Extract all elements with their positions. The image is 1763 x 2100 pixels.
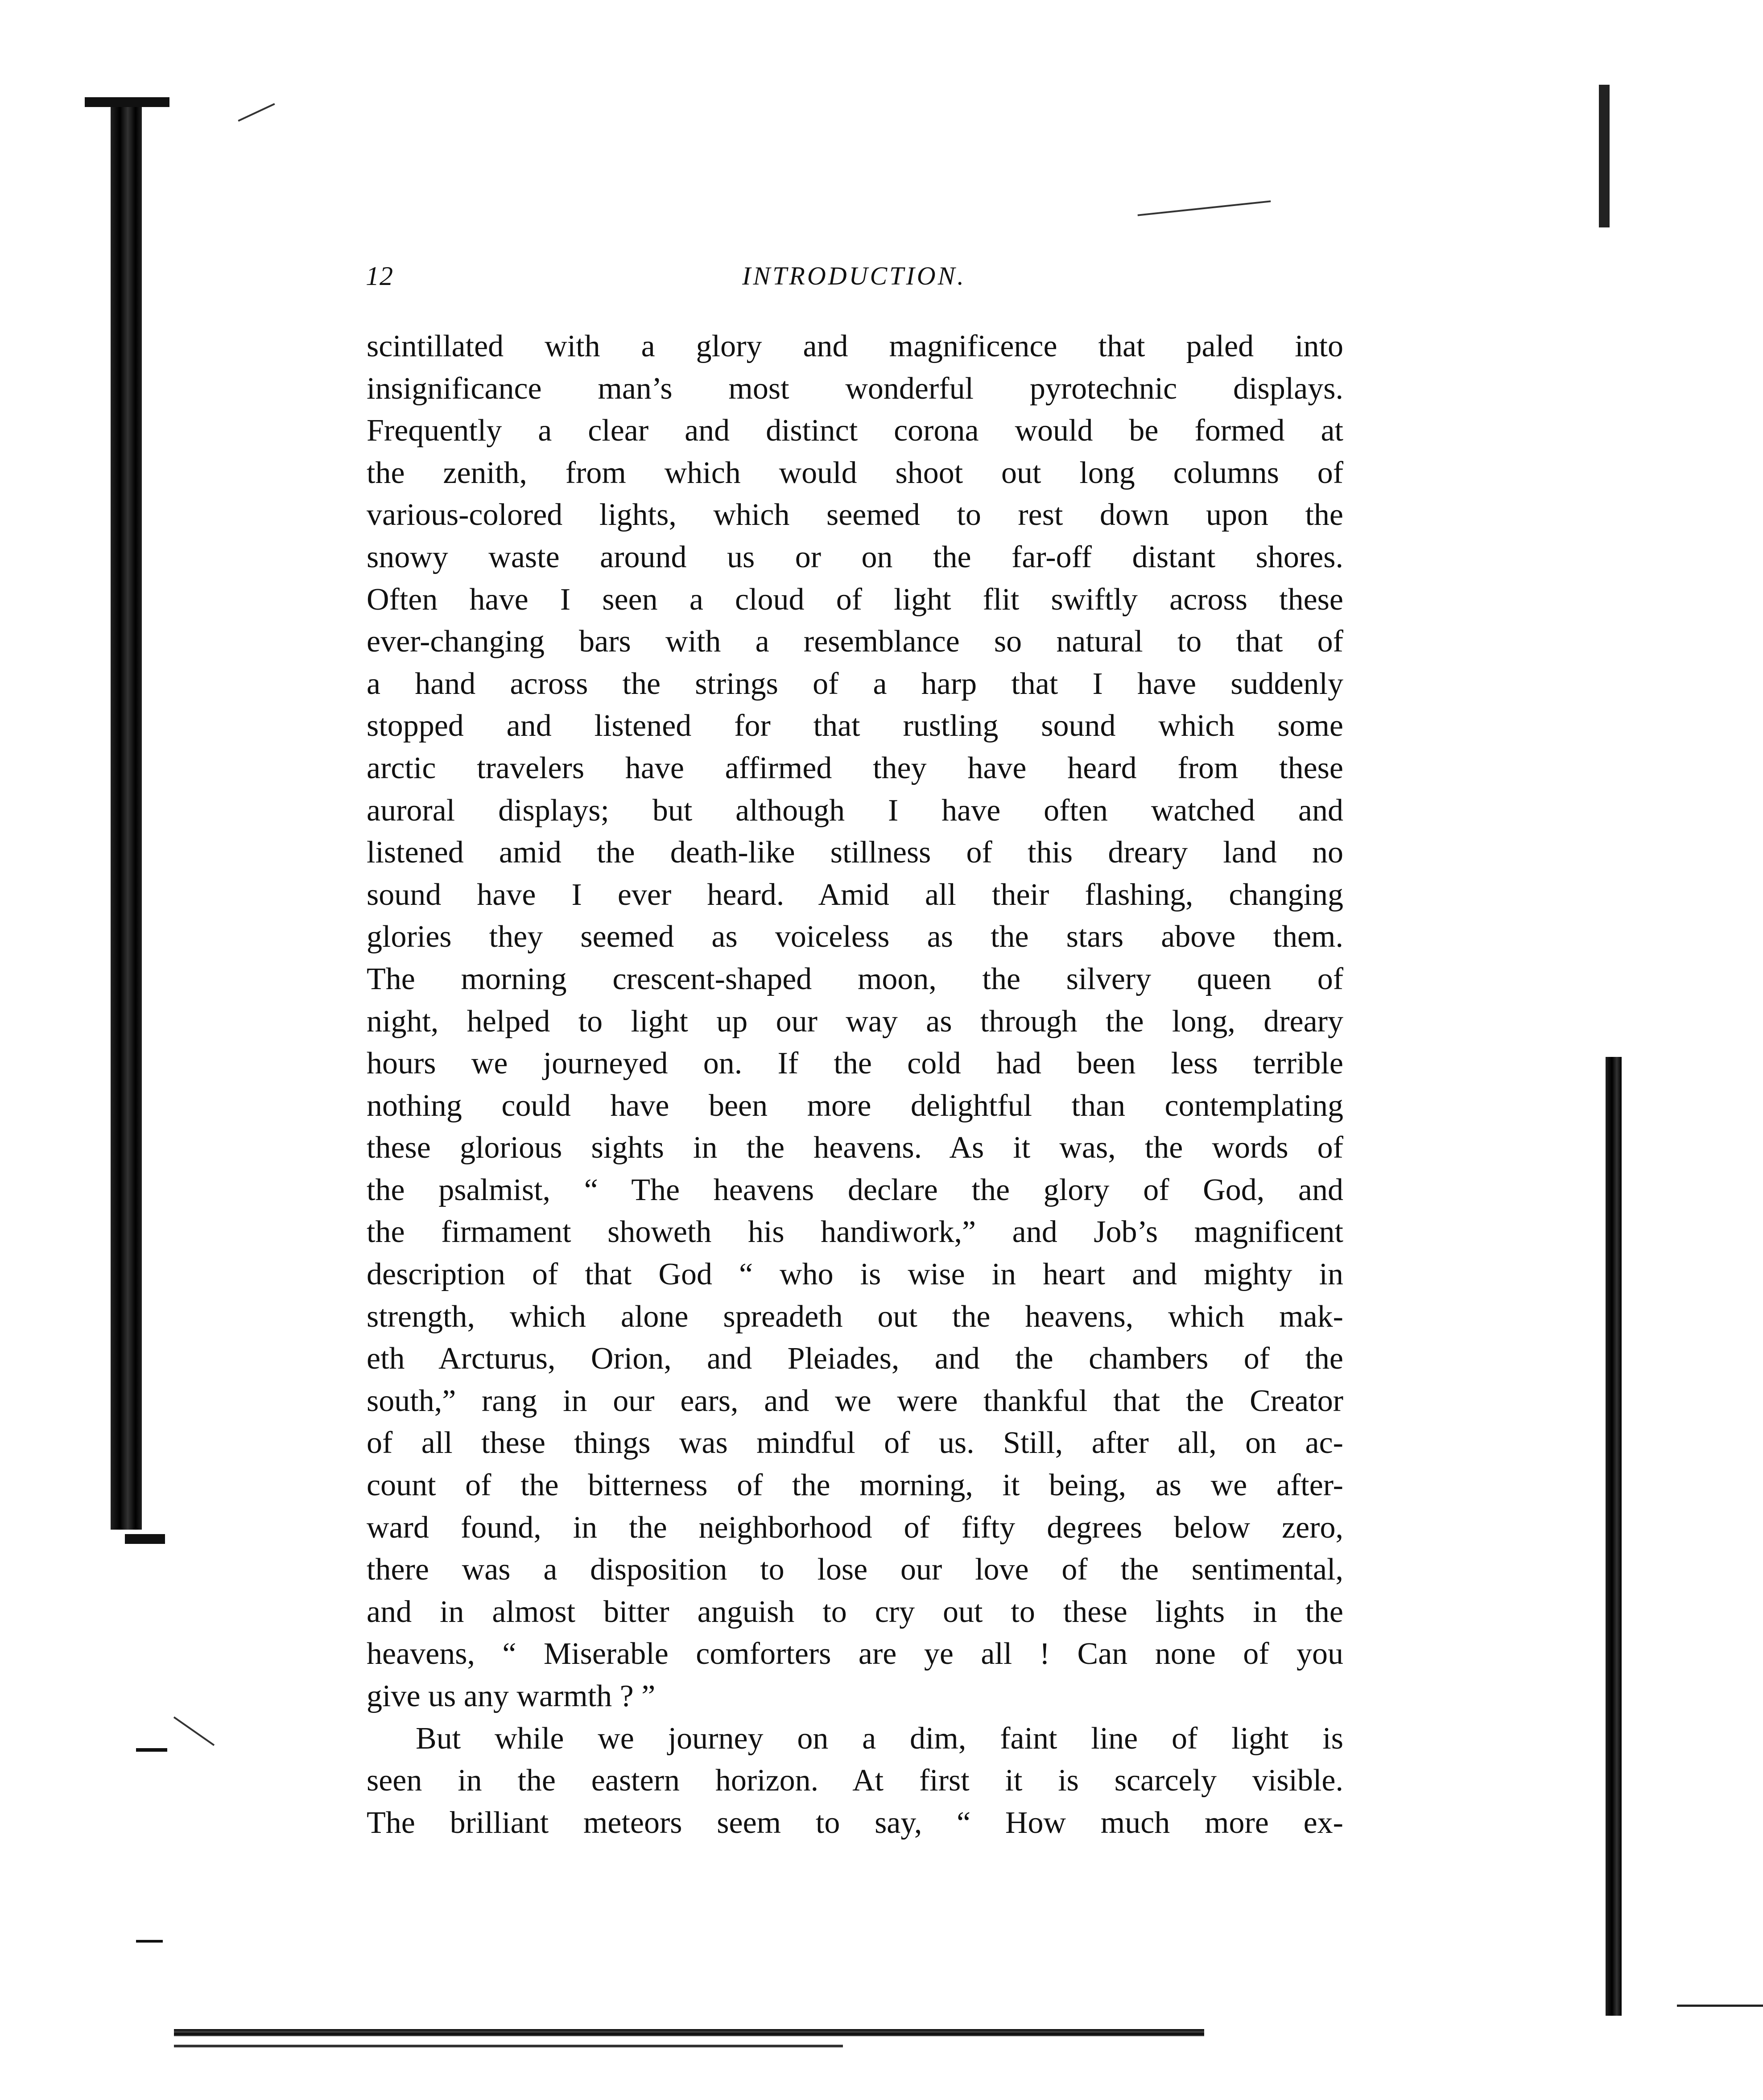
bottom-edge-shadow bbox=[174, 2029, 1204, 2036]
text-line: south,” rang in our ears, and we were thankful that the Creator bbox=[367, 1383, 1343, 1418]
binding-shadow-left bbox=[111, 98, 142, 1530]
text-line: ward found, in the neighborhood of fifty degrees below zero, bbox=[367, 1510, 1343, 1545]
edge-line-right bbox=[1677, 2005, 1763, 2007]
text-line: the psalmist, “ The heavens declare the glory of God, and bbox=[367, 1172, 1343, 1207]
text-line: seen in the eastern horizon. At first it is scarcely visible. bbox=[367, 1763, 1343, 1798]
text-line: of all these things was mindful of us. Still, after all, on ac- bbox=[367, 1426, 1343, 1461]
text-line: eth Arcturus, Orion, and Pleiades, and the chambers of the bbox=[367, 1341, 1343, 1376]
text-line: nothing could have been more delightful than contemplating bbox=[367, 1088, 1343, 1123]
text-line: the firmament showeth his handiwork,” and Job’s magnificent bbox=[367, 1215, 1343, 1250]
text-line: hours we journeyed on. If the cold had been less terrible bbox=[367, 1046, 1343, 1081]
text-line: sound have I ever heard. Amid all their flashing, changing bbox=[367, 877, 1343, 912]
text-line: strength, which alone spreadeth out the heavens, which mak- bbox=[367, 1299, 1343, 1334]
text-line: But while we journey on a dim, faint line of light is bbox=[416, 1721, 1343, 1756]
text-line: count of the bitterness of the morning, it being, as we after- bbox=[367, 1468, 1343, 1503]
running-head: INTRODUCTION. bbox=[742, 261, 966, 290]
text-line: various-colored lights, which seemed to rest down upon the bbox=[367, 498, 1343, 532]
text-line: scintillated with a glory and magnificence that paled into bbox=[367, 329, 1343, 363]
text-line: give us any warmth ? ” bbox=[367, 1679, 656, 1713]
text-line: The brilliant meteors seem to say, “ How much more ex- bbox=[367, 1805, 1343, 1840]
text-line: heavens, “ Miserable comforters are ye all ! Can none of you bbox=[367, 1637, 1343, 1671]
text-line: Frequently a clear and distinct corona would be formed at bbox=[367, 413, 1343, 448]
text-line: ever-changing bars with a resemblance so natural to that of bbox=[367, 624, 1343, 659]
text-line: the zenith, from which would shoot out long columns of bbox=[367, 455, 1343, 490]
text-line: auroral displays; but although I have often watched and bbox=[367, 793, 1343, 828]
edge-shadow-right bbox=[1606, 1057, 1622, 2016]
text-line: arctic travelers have affirmed they have heard from these bbox=[367, 751, 1343, 785]
text-line: insignificance man’s most wonderful pyrotechnic displays. bbox=[367, 371, 1343, 406]
text-line: snowy waste around us or on the far-off distant shores. bbox=[367, 540, 1343, 574]
text-line: there was a disposition to lose our love of the sentimental, bbox=[367, 1552, 1343, 1587]
pencil-scratch bbox=[173, 1716, 215, 1746]
text-line: a hand across the strings of a harp that I have suddenly bbox=[367, 666, 1343, 701]
paragraph bbox=[367, 1718, 1343, 1844]
text-line: Often have I seen a cloud of light flit swiftly across these bbox=[367, 582, 1343, 617]
body-text bbox=[367, 326, 1343, 1844]
pencil-scratch bbox=[1138, 200, 1271, 216]
text-line: The morning crescent-shaped moon, the silvery queen of bbox=[367, 961, 1343, 996]
page-number: 12 bbox=[366, 261, 393, 291]
text-line: stopped and listened for that rustling sound which some bbox=[367, 709, 1343, 743]
text-line: listened amid the death-like stillness of this dreary land no bbox=[367, 835, 1343, 870]
binding-shadow-foot bbox=[125, 1534, 165, 1544]
paragraph bbox=[367, 326, 1343, 1718]
edge-shadow-right-top bbox=[1599, 85, 1610, 227]
margin-mark bbox=[136, 1748, 167, 1752]
text-line: description of that God “ who is wise in heart and mighty in bbox=[367, 1257, 1343, 1292]
text-line: and in almost bitter anguish to cry out to these lights in the bbox=[367, 1594, 1343, 1629]
running-header bbox=[366, 261, 1342, 297]
text-line: night, helped to light up our way as through the long, dreary bbox=[367, 1004, 1343, 1039]
binding-shadow-cap bbox=[85, 97, 169, 107]
pencil-scratch bbox=[238, 103, 275, 122]
text-line: these glorious sights in the heavens. As it was, the words of bbox=[367, 1130, 1343, 1165]
text-line: glories they seemed as voiceless as the stars above them. bbox=[367, 920, 1343, 954]
bottom-edge-shadow-thin bbox=[174, 2045, 843, 2047]
margin-mark bbox=[136, 1940, 163, 1943]
